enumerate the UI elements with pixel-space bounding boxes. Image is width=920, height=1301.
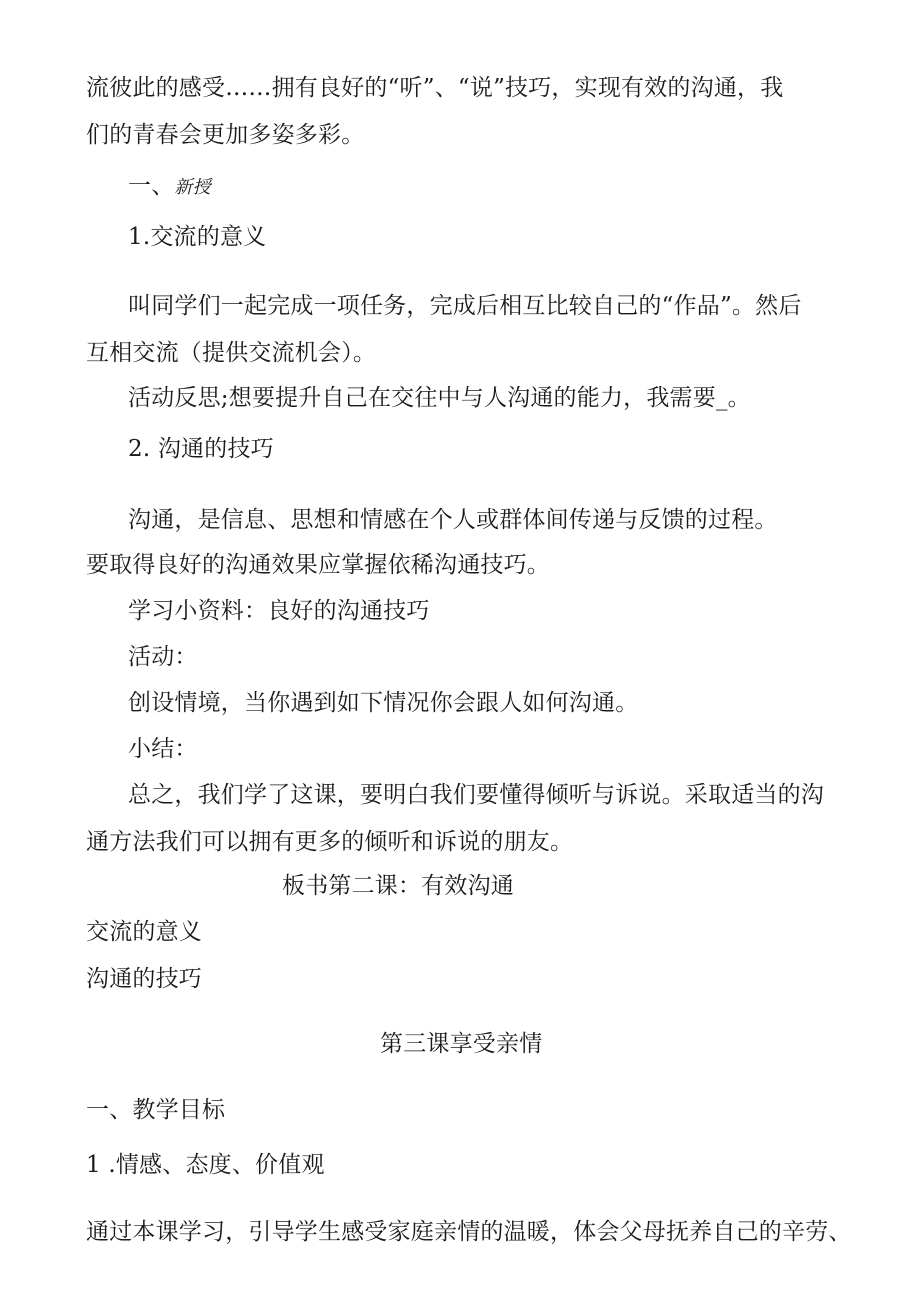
- board-item-2: 沟通的技巧: [86, 966, 202, 992]
- lesson3-title: 第三课享受亲情: [380, 1031, 543, 1057]
- scenario-line: 创设情境，当你遇到如下情况你会跟人如何沟通。: [128, 690, 639, 716]
- board-title: 板书第二课：有效沟通: [282, 873, 514, 899]
- intro-line-1: 流彼此的感受……拥有良好的“听”、“说”技巧，实现有效的沟通，我: [86, 75, 784, 101]
- activity-line-2: 互相交流（提供交流机会）。: [86, 340, 377, 366]
- objective-1-heading: 1 .情感、态度、价值观: [86, 1152, 325, 1178]
- summary-label: 小结：: [128, 736, 198, 762]
- definition-line-1: 沟通，是信息、思想和情感在个人或群体间传递与反馈的过程。: [128, 507, 778, 533]
- summary-line-1: 总之，我们学了这课，要明白我们要懂得倾听与诉说。采取适当的沟: [128, 782, 824, 808]
- summary-line-2: 通方法我们可以拥有更多的倾听和诉说的朋友。: [86, 829, 574, 855]
- reflection-line: 活动反思;想要提升自己在交往中与人沟通的能力，我需要_。: [128, 385, 751, 411]
- new-lesson-label: 新授: [174, 177, 211, 198]
- definition-line-2: 要取得良好的沟通效果应掌握依稀沟通技巧。: [86, 552, 550, 578]
- new-lesson-heading: [128, 172, 211, 202]
- section2-heading: 2. 沟通的技巧: [128, 436, 274, 462]
- objective-1-text: 通过本课学习，引导学生感受家庭亲情的温暖，体会父母抚养自己的辛劳、: [86, 1219, 852, 1245]
- activity-label: 活动：: [128, 644, 198, 670]
- new-lesson-prefix: 一、: [128, 173, 175, 199]
- objectives-heading: 一、教学目标: [86, 1097, 226, 1123]
- study-material-line: 学习小资料：良好的沟通技巧: [128, 598, 430, 624]
- intro-line-2: 们的青春会更加多姿多彩。: [86, 122, 365, 148]
- section1-heading: 1.交流的意义: [128, 224, 267, 250]
- activity-line-1: 叫同学们一起完成一项任务，完成后相互比较自己的“作品”。然后: [128, 293, 802, 319]
- board-item-1: 交流的意义: [86, 919, 202, 945]
